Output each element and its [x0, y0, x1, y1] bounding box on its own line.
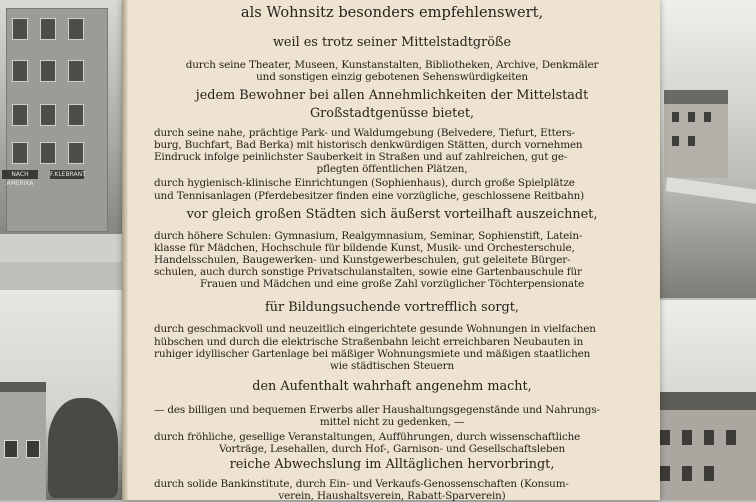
window [40, 18, 56, 40]
street [0, 234, 122, 262]
window [726, 430, 736, 445]
text-line: durch fröhliche, gesellige Veranstaltungen, Aufführungen, durch wissenschaftliche [154, 431, 581, 443]
window [672, 136, 679, 146]
text-line: durch seine nahe, prächtige Park- und Waldumgebung (Belvedere, Tiefurt, Etters- [154, 127, 576, 139]
window [12, 18, 28, 40]
photo-building-right [650, 300, 756, 500]
window [26, 440, 40, 458]
window [12, 142, 28, 164]
emphasis-line: den Aufenthalt wahrhaft angenehm macht, [252, 379, 532, 394]
text-line: und Tennisanlagen (Pferdebesitzer finden eine vorzügliche, geschlossene Reitbahn) [154, 190, 585, 202]
text-line: durch geschmackvoll und neuzeitlich eingerichtete gesunde Wohnungen in vielfachen [154, 323, 596, 335]
window [68, 60, 84, 82]
window [68, 142, 84, 164]
building [650, 392, 756, 500]
window [672, 112, 679, 122]
window [688, 136, 695, 146]
window [4, 440, 18, 458]
text-line: klasse für Mädchen, Hochschule für bildende Kunst, Musik- und Orchesterschule, [154, 242, 575, 254]
window [40, 142, 56, 164]
text-line: durch seine Theater, Museen, Kunstanstalten, Bibliotheken, Archive, Denkmäler [185, 59, 599, 71]
tree [48, 398, 118, 498]
text-line: mittel nicht zu gedenken, — [319, 416, 465, 428]
text-line: Vorträge, Lesehallen, durch Hof-, Garnison- und Gesellschaftsleben [218, 443, 565, 455]
text-line: Handelsschulen, Baugewerken- und Kunstgewerbeschulen, gut geleitete Bürger- [154, 254, 571, 266]
window [12, 60, 28, 82]
text-line: schulen, auch durch sonstige Privatschulanstalten, sowie eine Gartenbauschule für [154, 266, 582, 278]
window [12, 104, 28, 126]
panel-edge [122, 0, 128, 500]
window [704, 430, 714, 445]
window [40, 104, 56, 126]
document-text [132, 0, 652, 500]
text-line: — des billigen und bequemen Erwerbs aller Haushaltungsgegenstände und Nahrungs- [154, 404, 600, 416]
emphasis-line: Großstadtgenüsse bietet, [309, 106, 475, 121]
emphasis-line: reiche Abwechslung im Alltäglichen hervorbringt, [229, 457, 555, 472]
text-line: Frauen und Mädchen und eine große Zahl vorzüglicher Töchterpensionate [200, 278, 584, 290]
heading-line: als Wohnsitz besonders empfehlenswert, [240, 4, 544, 21]
text-line: hübschen und durch die elektrische Straßenbahn leicht erreichbaren Neubauten in [154, 336, 584, 348]
window [660, 466, 670, 481]
shop-sign-left: NACH AMERIKA [2, 170, 38, 179]
window [40, 60, 56, 82]
emphasis-line: für Bildungsuchende vortrefflich sorgt, [265, 300, 519, 315]
text-line: burg, Buchfart, Bad Berka) mit historisch denkwürdigen Stätten, durch vornehmen [154, 139, 583, 151]
text-line: und sonstigen einzig gebotenen Sehenswürdigkeiten [256, 71, 528, 83]
photo-street-building [0, 0, 122, 262]
window [68, 104, 84, 126]
text-line: verein, Haushaltsverein, Rabatt-Sparverein) [278, 490, 506, 502]
window [704, 112, 711, 122]
shop-sign-right: F.KLEBRANT [50, 171, 86, 178]
text-line: pflegten öffentlichen Plätzen, [316, 163, 468, 175]
subheading-line: weil es trotz seiner Mittelstadtgröße [272, 35, 512, 50]
window [682, 430, 692, 445]
window [704, 466, 714, 481]
emphasis-line: vor gleich großen Städten sich äußerst vorteilhaft auszeichnet, [186, 207, 598, 222]
text-line: durch höhere Schulen: Gymnasium, Realgymnasium, Seminar, Sophienstift, Latein- [154, 230, 583, 242]
text-line: wie städtischen Steuern [329, 360, 454, 372]
photo-house-trees [0, 290, 122, 500]
emphasis-line: jedem Bewohner bei allen Annehmlichkeiten der Mittelstadt [195, 88, 589, 103]
photo-castle [656, 0, 756, 298]
window [682, 466, 692, 481]
text-line: durch hygienisch-klinische Einrichtungen (Sophienhaus), durch große Spielplätze [154, 177, 575, 189]
window [68, 18, 84, 40]
text-line: Eindruck infolge peinlichster Sauberkeit in Straßen und auf zahlreichen, gut ge- [154, 151, 568, 163]
text-line: durch solide Bankinstitute, durch Ein- und Verkaufs-Genossenschaften (Konsum- [154, 478, 569, 490]
window [660, 430, 670, 445]
text-line: ruhiger idyllischer Gartenlage bei mäßiger Wohnungsmiete und mäßigen staatlichen [154, 348, 591, 360]
window [688, 112, 695, 122]
